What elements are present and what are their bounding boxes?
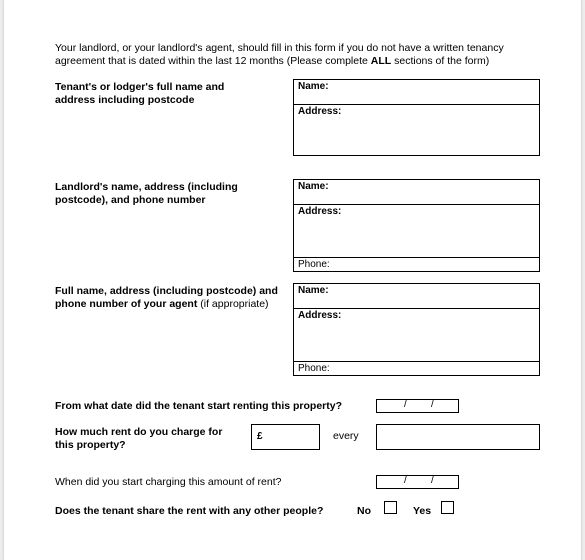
- agent-label-line-2-bold: phone number of your agent: [55, 297, 198, 310]
- charge-date-sep-1: /: [404, 475, 407, 486]
- intro-line-2: [55, 55, 535, 68]
- yes-checkbox[interactable]: [441, 501, 454, 514]
- tenant-name-label: Name:: [298, 81, 329, 92]
- agent-address-area[interactable]: [294, 309, 539, 362]
- landlord-phone-label: Phone:: [298, 259, 330, 270]
- rent-question: [55, 426, 222, 451]
- start-date-sep-1: /: [404, 399, 407, 410]
- tenant-label: [55, 81, 224, 106]
- tenant-label-line-2: address including postcode: [55, 93, 195, 106]
- landlord-label-line-2: postcode), and phone number: [55, 193, 206, 206]
- intro-line-1: Your landlord, or your landlord's agent, should fill in this form if you do not have a written tenancy: [55, 42, 504, 54]
- tenant-name-row[interactable]: [294, 80, 539, 105]
- landlord-name-label: Name:: [298, 181, 329, 192]
- share-question: Does the tenant share the rent with any other people?: [55, 505, 324, 517]
- agent-name-row[interactable]: [294, 284, 539, 309]
- agent-details-box: [293, 283, 540, 376]
- agent-label: [55, 285, 278, 310]
- agent-label-note: (if appropriate): [197, 297, 269, 310]
- tenant-label-line-1: Tenant's or lodger's full name and: [55, 81, 225, 93]
- agent-name-label: Name:: [298, 285, 329, 296]
- landlord-address-label: Address:: [298, 206, 342, 217]
- intro-line-2-pre: agreement that is dated within the last 12 months (Please complete: [55, 55, 371, 67]
- agent-phone-row[interactable]: [294, 362, 539, 375]
- charge-date-sep-2: /: [431, 475, 434, 486]
- landlord-label: [55, 181, 238, 206]
- agent-phone-label: Phone:: [298, 363, 330, 374]
- rent-question-line-1: How much rent do you charge for: [55, 426, 223, 438]
- landlord-name-row[interactable]: [294, 180, 539, 205]
- rent-question-line-2: this property?: [55, 438, 126, 451]
- tenant-details-box: [293, 79, 540, 156]
- landlord-label-line-1: Landlord's name, address (including: [55, 181, 238, 193]
- yes-label: Yes: [413, 505, 432, 517]
- intro-all-emphasis: ALL: [370, 55, 392, 67]
- start-date-field[interactable]: [376, 399, 459, 413]
- tenant-address-area[interactable]: [294, 105, 539, 155]
- no-label: No: [357, 505, 371, 517]
- rent-period-field[interactable]: [376, 424, 540, 450]
- currency-symbol: £: [257, 431, 263, 442]
- rent-amount-field[interactable]: [251, 424, 320, 450]
- agent-address-label: Address:: [298, 310, 342, 321]
- form-page: [4, 0, 581, 560]
- tenant-address-label: Address:: [298, 106, 342, 117]
- every-label: every: [333, 430, 359, 442]
- intro-line-2-post: sections of the form): [391, 55, 490, 67]
- landlord-address-area[interactable]: [294, 205, 539, 258]
- landlord-phone-row[interactable]: [294, 258, 539, 271]
- start-date-question: From what date did the tenant start renting this property?: [55, 400, 343, 412]
- agent-label-line-1: Full name, address (including postcode) and: [55, 285, 278, 297]
- charge-date-field[interactable]: [376, 475, 459, 489]
- landlord-details-box: [293, 179, 540, 272]
- charge-date-question: When did you start charging this amount of rent?: [55, 476, 282, 488]
- agent-label-line-2: [55, 298, 278, 311]
- no-checkbox[interactable]: [384, 501, 397, 514]
- start-date-sep-2: /: [431, 399, 434, 410]
- intro-text: [55, 42, 535, 68]
